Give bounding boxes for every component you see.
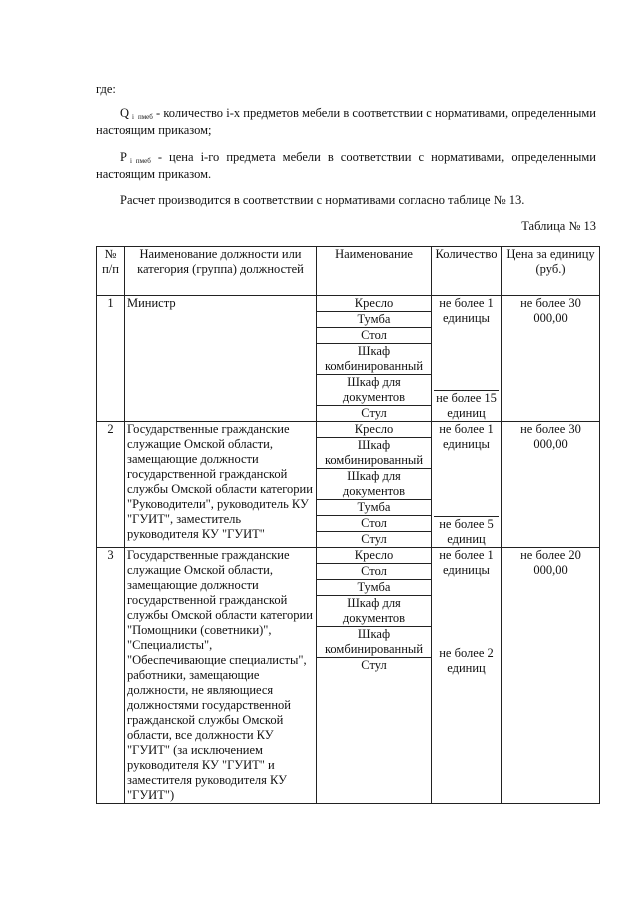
row-position: Государственные гражданские служащие Омской области, замещающие должности государственной гражданской службы Омской области категории "Помощники (советники)", "Специалисты", "Обеспечивающие специалисты", работники, замещающие должности, не являющиеся должностями государственной гражданской службы Омской области, все должности КУ "ГУИТ" (за исключением руководителя КУ "ГУИТ" и заместителя руководителя КУ "ГУИТ") xyxy=(125,548,317,804)
item-name: Шкаф комбинированный xyxy=(317,627,431,658)
item-name: Шкаф для документов xyxy=(317,375,431,406)
item-name: Тумба xyxy=(317,500,431,516)
q-symbol: Q xyxy=(120,106,130,120)
quantity-chair: не более 2 единиц xyxy=(439,646,494,675)
item-name: Стол xyxy=(317,564,431,580)
item-name: Тумба xyxy=(317,580,431,596)
item-name: Шкаф для документов xyxy=(317,469,431,500)
header-item-name: Наименование xyxy=(317,247,432,296)
table-row xyxy=(97,422,600,548)
header-quantity: Количество xyxy=(432,247,502,296)
item-name: Стул xyxy=(361,658,387,672)
quantity-main: не более 1 единицы xyxy=(439,422,494,451)
p-subscript-furniture: пмеб xyxy=(135,157,151,165)
item-name: Стол xyxy=(317,328,431,344)
quantity-chair: не более 15 единиц xyxy=(434,390,499,421)
q-subscript-furniture: пмеб xyxy=(137,113,153,121)
row-number: 2 xyxy=(97,422,125,548)
item-name: Стол xyxy=(317,516,431,532)
table-row xyxy=(97,548,600,804)
q-definition xyxy=(96,106,596,138)
calculation-note: Расчет производится в соответствии с нормативами согласно таблице № 13. xyxy=(120,193,525,207)
row-number: 1 xyxy=(97,296,125,422)
table-row xyxy=(97,296,600,422)
row-items xyxy=(317,548,432,804)
furniture-norms-table xyxy=(96,246,600,804)
row-number: 3 xyxy=(97,548,125,804)
header-price: Цена за единицу (руб.) xyxy=(502,247,600,296)
item-name: Кресло xyxy=(317,422,431,438)
item-name: Кресло xyxy=(317,296,431,312)
item-name: Кресло xyxy=(317,548,431,564)
p-symbol: P xyxy=(120,150,127,164)
item-name: Шкаф комбинированный xyxy=(317,344,431,375)
row-price: не более 20 000,00 xyxy=(502,548,600,804)
p-definition xyxy=(96,150,596,182)
row-quantity xyxy=(432,296,502,422)
quantity-main: не более 1 единицы xyxy=(439,548,494,577)
row-price: не более 30 000,00 xyxy=(502,422,600,548)
item-name: Стул xyxy=(361,406,387,420)
q-text: - количество i-х предметов мебели в соответствии с нормативами, определенными настоящим приказом; xyxy=(96,106,596,137)
row-quantity xyxy=(432,548,502,804)
row-position: Государственные гражданские служащие Омской области, замещающие должности государственной гражданской службы Омской области категории "Руководители", руководитель КУ "ГУИТ", заместитель руководителя КУ "ГУИТ" xyxy=(125,422,317,548)
q-subscript-i: i xyxy=(132,113,134,121)
table-label: Таблица № 13 xyxy=(521,219,596,233)
p-subscript-i: i xyxy=(129,157,132,165)
row-items xyxy=(317,422,432,548)
where-label: где: xyxy=(96,82,116,96)
row-quantity xyxy=(432,422,502,548)
header-number: № п/п xyxy=(97,247,125,296)
header-position: Наименование должности или категория (группа) должностей xyxy=(125,247,317,296)
quantity-chair: не более 5 единиц xyxy=(434,516,499,547)
item-name: Шкаф для документов xyxy=(317,596,431,627)
p-text: - цена i-го предмета мебели в соответствии с нормативами, определенными настоящим приказом. xyxy=(96,150,596,181)
item-name: Шкаф комбинированный xyxy=(317,438,431,469)
item-name: Тумба xyxy=(317,312,431,328)
item-name: Стул xyxy=(361,532,387,546)
row-position: Министр xyxy=(125,296,317,422)
row-price: не более 30 000,00 xyxy=(502,296,600,422)
row-items xyxy=(317,296,432,422)
table-header-row xyxy=(97,247,600,296)
quantity-main: не более 1 единицы xyxy=(439,296,494,325)
